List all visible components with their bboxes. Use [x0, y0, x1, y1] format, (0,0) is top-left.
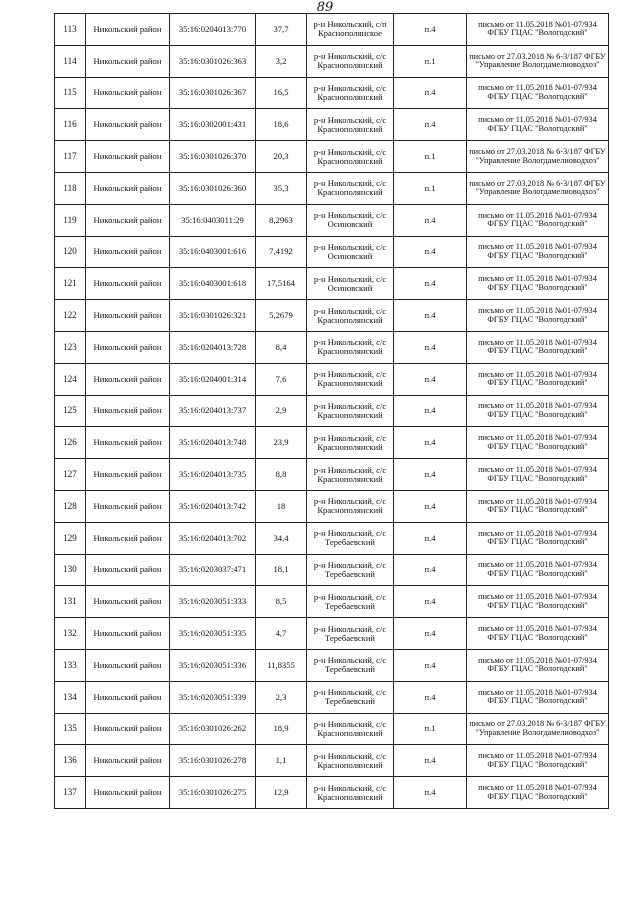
- cadastral-number-cell: 35:16:0403001:618: [170, 268, 256, 300]
- basis-letter-cell: письмо от 27.03.2018 № 6-3/187 ФГБУ "Управление Вологдамелиоводхоз": [467, 172, 609, 204]
- table-row: [55, 618, 609, 650]
- cadastral-number-cell: 35:16:0301026:275: [170, 777, 256, 809]
- basis-letter-cell: письмо от 11.05.2018 №01-07/934 ФГБУ ГЦАС "Вологодский": [467, 395, 609, 427]
- cadastral-number-cell: 35:16:0301026:370: [170, 141, 256, 173]
- location-cell: р-н Никольский, с/с Теребаевский: [307, 586, 394, 618]
- district-cell: Никольский район: [86, 554, 170, 586]
- area-cell: 17,5164: [256, 268, 307, 300]
- location-cell: р-н Никольский, с/с Теребаевский: [307, 554, 394, 586]
- basis-letter-cell: письмо от 11.05.2018 №01-07/934 ФГБУ ГЦАС "Вологодский": [467, 300, 609, 332]
- cadastral-number-cell: 35:16:0403011:29: [170, 204, 256, 236]
- location-cell: р-н Никольский, с/с Краснополянский: [307, 45, 394, 77]
- row-number-cell: 125: [55, 395, 86, 427]
- row-number-cell: 118: [55, 172, 86, 204]
- row-number-cell: 121: [55, 268, 86, 300]
- district-cell: Никольский район: [86, 522, 170, 554]
- district-cell: Никольский район: [86, 331, 170, 363]
- area-cell: 16,5: [256, 77, 307, 109]
- district-cell: Никольский район: [86, 745, 170, 777]
- row-number-cell: 128: [55, 490, 86, 522]
- clause-cell: п.4: [394, 204, 467, 236]
- row-number-cell: 129: [55, 522, 86, 554]
- location-cell: р-н Никольский, с/с Краснополянский: [307, 427, 394, 459]
- cadastral-number-cell: 35:16:0301026:321: [170, 300, 256, 332]
- district-cell: Никольский район: [86, 172, 170, 204]
- table-row: [55, 109, 609, 141]
- cadastral-number-cell: 35:16:0204013:737: [170, 395, 256, 427]
- clause-cell: п.4: [394, 395, 467, 427]
- clause-cell: п.4: [394, 522, 467, 554]
- area-cell: 8,4: [256, 331, 307, 363]
- location-cell: р-н Никольский, с/с Краснополянский: [307, 77, 394, 109]
- row-number-cell: 117: [55, 141, 86, 173]
- table-row: [55, 490, 609, 522]
- cadastral-number-cell: 35:16:0203037:471: [170, 554, 256, 586]
- area-cell: 12,9: [256, 777, 307, 809]
- row-number-cell: 131: [55, 586, 86, 618]
- clause-cell: п.4: [394, 363, 467, 395]
- clause-cell: п.4: [394, 14, 467, 46]
- basis-letter-cell: письмо от 11.05.2018 №01-07/934 ФГБУ ГЦАС "Вологодский": [467, 681, 609, 713]
- area-cell: 8,5: [256, 586, 307, 618]
- cadastral-number-cell: 35:16:0301026:278: [170, 745, 256, 777]
- cadastral-number-cell: 35:16:0204013:728: [170, 331, 256, 363]
- cadastral-number-cell: 35:16:0204013:748: [170, 427, 256, 459]
- district-cell: Никольский район: [86, 681, 170, 713]
- basis-letter-cell: письмо от 11.05.2018 №01-07/934 ФГБУ ГЦАС "Вологодский": [467, 777, 609, 809]
- clause-cell: п.4: [394, 331, 467, 363]
- location-cell: р-н Никольский, с/с Краснополянский: [307, 109, 394, 141]
- row-number-cell: 120: [55, 236, 86, 268]
- cadastral-number-cell: 35:16:0204013:770: [170, 14, 256, 46]
- clause-cell: п.4: [394, 77, 467, 109]
- clause-cell: п.4: [394, 490, 467, 522]
- table-row: [55, 363, 609, 395]
- row-number-cell: 119: [55, 204, 86, 236]
- row-number-cell: 126: [55, 427, 86, 459]
- district-cell: Никольский район: [86, 490, 170, 522]
- clause-cell: п.4: [394, 586, 467, 618]
- area-cell: 2,3: [256, 681, 307, 713]
- cadastral-number-cell: 35:16:0204013:735: [170, 459, 256, 491]
- basis-letter-cell: письмо от 11.05.2018 №01-07/934 ФГБУ ГЦАС "Вологодский": [467, 490, 609, 522]
- table-row: [55, 172, 609, 204]
- basis-letter-cell: письмо от 11.05.2018 №01-07/934 ФГБУ ГЦАС "Вологодский": [467, 586, 609, 618]
- area-cell: 20,3: [256, 141, 307, 173]
- basis-letter-cell: письмо от 11.05.2018 №01-07/934 ФГБУ ГЦАС "Вологодский": [467, 459, 609, 491]
- table-row: [55, 204, 609, 236]
- district-cell: Никольский район: [86, 395, 170, 427]
- basis-letter-cell: письмо от 27.03.2018 № 6-3/187 ФГБУ "Управление Вологдамелиоводхоз": [467, 45, 609, 77]
- cadastral-number-cell: 35:16:0302001:431: [170, 109, 256, 141]
- table-row: [55, 649, 609, 681]
- basis-letter-cell: письмо от 11.05.2018 №01-07/934 ФГБУ ГЦАС "Вологодский": [467, 204, 609, 236]
- clause-cell: п.4: [394, 427, 467, 459]
- cadastral-number-cell: 35:16:0301026:367: [170, 77, 256, 109]
- location-cell: р-н Никольский, с/с Теребаевский: [307, 618, 394, 650]
- table-row: [55, 554, 609, 586]
- clause-cell: п.4: [394, 649, 467, 681]
- location-cell: р-н Никольский, с/с Осиновский: [307, 204, 394, 236]
- location-cell: р-н Никольский, с/с Теребаевский: [307, 649, 394, 681]
- table-row: [55, 236, 609, 268]
- row-number-cell: 123: [55, 331, 86, 363]
- table-row: [55, 141, 609, 173]
- district-cell: Никольский район: [86, 777, 170, 809]
- district-cell: Никольский район: [86, 204, 170, 236]
- area-cell: 35,3: [256, 172, 307, 204]
- area-cell: 18,1: [256, 554, 307, 586]
- district-cell: Никольский район: [86, 618, 170, 650]
- row-number-cell: 137: [55, 777, 86, 809]
- area-cell: 7,6: [256, 363, 307, 395]
- location-cell: р-н Никольский, с/с Краснополянский: [307, 459, 394, 491]
- area-cell: 23,9: [256, 427, 307, 459]
- clause-cell: п.4: [394, 681, 467, 713]
- basis-letter-cell: письмо от 11.05.2018 №01-07/934 ФГБУ ГЦАС "Вологодский": [467, 363, 609, 395]
- cadastral-number-cell: 35:16:0203051:333: [170, 586, 256, 618]
- clause-cell: п.4: [394, 459, 467, 491]
- location-cell: р-н Никольский, с/с Теребаевский: [307, 681, 394, 713]
- row-number-cell: 114: [55, 45, 86, 77]
- table-row: [55, 331, 609, 363]
- area-cell: 4,7: [256, 618, 307, 650]
- district-cell: Никольский район: [86, 586, 170, 618]
- row-number-cell: 122: [55, 300, 86, 332]
- basis-letter-cell: письмо от 11.05.2018 №01-07/934 ФГБУ ГЦАС "Вологодский": [467, 109, 609, 141]
- basis-letter-cell: письмо от 11.05.2018 №01-07/934 ФГБУ ГЦАС "Вологодский": [467, 554, 609, 586]
- cadastral-number-cell: 35:16:0203051:336: [170, 649, 256, 681]
- cadastral-number-cell: 35:16:0203051:339: [170, 681, 256, 713]
- row-number-cell: 127: [55, 459, 86, 491]
- cadastral-number-cell: 35:16:0403001:616: [170, 236, 256, 268]
- row-number-cell: 135: [55, 713, 86, 745]
- location-cell: р-н Никольский, с/с Осиновский: [307, 236, 394, 268]
- table-row: [55, 268, 609, 300]
- area-cell: 7,4192: [256, 236, 307, 268]
- location-cell: р-н Никольский, с/с Краснополянский: [307, 363, 394, 395]
- table-row: [55, 45, 609, 77]
- row-number-cell: 115: [55, 77, 86, 109]
- clause-cell: п.4: [394, 618, 467, 650]
- table-row: [55, 395, 609, 427]
- clause-cell: п.1: [394, 45, 467, 77]
- table-row: [55, 14, 609, 46]
- district-cell: Никольский район: [86, 141, 170, 173]
- basis-letter-cell: письмо от 11.05.2018 №01-07/934 ФГБУ ГЦАС "Вологодский": [467, 427, 609, 459]
- location-cell: р-н Никольский, с/с Теребаевский: [307, 522, 394, 554]
- row-number-cell: 133: [55, 649, 86, 681]
- table-row: [55, 586, 609, 618]
- area-cell: 18,6: [256, 109, 307, 141]
- district-cell: Никольский район: [86, 459, 170, 491]
- basis-letter-cell: письмо от 11.05.2018 №01-07/934 ФГБУ ГЦАС "Вологодский": [467, 745, 609, 777]
- area-cell: 1,1: [256, 745, 307, 777]
- table-row: [55, 745, 609, 777]
- area-cell: 18,9: [256, 713, 307, 745]
- location-cell: р-н Никольский, с/с Краснополянский: [307, 331, 394, 363]
- table-row: [55, 681, 609, 713]
- location-cell: р-н Никольский, с/с Краснополянский: [307, 395, 394, 427]
- location-cell: р-н Никольский, с/с Краснополянский: [307, 141, 394, 173]
- location-cell: р-н Никольский, с/с Краснополянский: [307, 713, 394, 745]
- area-cell: 18: [256, 490, 307, 522]
- row-number-cell: 136: [55, 745, 86, 777]
- basis-letter-cell: письмо от 27.03.2018 № 6-3/187 ФГБУ "Управление Вологдамелиоводхоз": [467, 713, 609, 745]
- basis-letter-cell: письмо от 11.05.2018 №01-07/934 ФГБУ ГЦАС "Вологодский": [467, 522, 609, 554]
- table-row: [55, 300, 609, 332]
- district-cell: Никольский район: [86, 236, 170, 268]
- row-number-cell: 134: [55, 681, 86, 713]
- clause-cell: п.4: [394, 236, 467, 268]
- cadastral-number-cell: 35:16:0203051:335: [170, 618, 256, 650]
- clause-cell: п.4: [394, 777, 467, 809]
- clause-cell: п.1: [394, 172, 467, 204]
- table-body: [55, 14, 609, 809]
- basis-letter-cell: письмо от 11.05.2018 №01-07/934 ФГБУ ГЦАС "Вологодский": [467, 77, 609, 109]
- district-cell: Никольский район: [86, 77, 170, 109]
- district-cell: Никольский район: [86, 268, 170, 300]
- cadastral-number-cell: 35:16:0204013:702: [170, 522, 256, 554]
- area-cell: 34,4: [256, 522, 307, 554]
- district-cell: Никольский район: [86, 45, 170, 77]
- row-number-cell: 124: [55, 363, 86, 395]
- district-cell: Никольский район: [86, 363, 170, 395]
- area-cell: 11,8355: [256, 649, 307, 681]
- area-cell: 3,2: [256, 45, 307, 77]
- basis-letter-cell: письмо от 11.05.2018 №01-07/934 ФГБУ ГЦАС "Вологодский": [467, 618, 609, 650]
- cadastral-number-cell: 35:16:0301026:262: [170, 713, 256, 745]
- basis-letter-cell: письмо от 11.05.2018 №01-07/934 ФГБУ ГЦАС "Вологодский": [467, 236, 609, 268]
- basis-letter-cell: письмо от 27.03.2018 № 6-3/187 ФГБУ "Управление Вологдамелиоводхоз": [467, 141, 609, 173]
- basis-letter-cell: письмо от 11.05.2018 №01-07/934 ФГБУ ГЦАС "Вологодский": [467, 649, 609, 681]
- table-row: [55, 427, 609, 459]
- clause-cell: п.4: [394, 109, 467, 141]
- district-cell: Никольский район: [86, 300, 170, 332]
- clause-cell: п.4: [394, 554, 467, 586]
- clause-cell: п.1: [394, 713, 467, 745]
- basis-letter-cell: письмо от 11.05.2018 №01-07/934 ФГБУ ГЦАС "Вологодский": [467, 268, 609, 300]
- table-row: [55, 522, 609, 554]
- area-cell: 8,8: [256, 459, 307, 491]
- location-cell: р-н Никольский, с/с Краснополянский: [307, 300, 394, 332]
- area-cell: 2,9: [256, 395, 307, 427]
- area-cell: 5,2679: [256, 300, 307, 332]
- clause-cell: п.4: [394, 268, 467, 300]
- district-cell: Никольский район: [86, 427, 170, 459]
- location-cell: р-н Никольский, с/с Краснополянский: [307, 777, 394, 809]
- area-cell: 8,2963: [256, 204, 307, 236]
- basis-letter-cell: письмо от 11.05.2018 №01-07/934 ФГБУ ГЦАС "Вологодский": [467, 331, 609, 363]
- table-row: [55, 777, 609, 809]
- land-plots-table: [54, 13, 609, 809]
- clause-cell: п.1: [394, 141, 467, 173]
- table-row: [55, 459, 609, 491]
- cadastral-number-cell: 35:16:0301026:363: [170, 45, 256, 77]
- clause-cell: п.4: [394, 745, 467, 777]
- table-row: [55, 713, 609, 745]
- district-cell: Никольский район: [86, 14, 170, 46]
- location-cell: р-н Никольский, с/с Краснополянский: [307, 745, 394, 777]
- cadastral-number-cell: 35:16:0301026:360: [170, 172, 256, 204]
- district-cell: Никольский район: [86, 109, 170, 141]
- area-cell: 37,7: [256, 14, 307, 46]
- location-cell: р-н Никольский, с/с Краснополянский: [307, 172, 394, 204]
- basis-letter-cell: письмо от 11.05.2018 №01-07/934 ФГБУ ГЦАС "Вологодский": [467, 14, 609, 46]
- row-number-cell: 113: [55, 14, 86, 46]
- location-cell: р-н Никольский, с/с Краснополянский: [307, 490, 394, 522]
- page-number: 89: [316, 0, 334, 15]
- row-number-cell: 116: [55, 109, 86, 141]
- cadastral-number-cell: 35:16:0204013:742: [170, 490, 256, 522]
- clause-cell: п.4: [394, 300, 467, 332]
- table-row: [55, 77, 609, 109]
- location-cell: р-н Никольский, с/с Осиновский: [307, 268, 394, 300]
- cadastral-number-cell: 35:16:0204001:314: [170, 363, 256, 395]
- district-cell: Никольский район: [86, 713, 170, 745]
- location-cell: р-н Никольский, с/п Краснополянское: [307, 14, 394, 46]
- district-cell: Никольский район: [86, 649, 170, 681]
- row-number-cell: 130: [55, 554, 86, 586]
- row-number-cell: 132: [55, 618, 86, 650]
